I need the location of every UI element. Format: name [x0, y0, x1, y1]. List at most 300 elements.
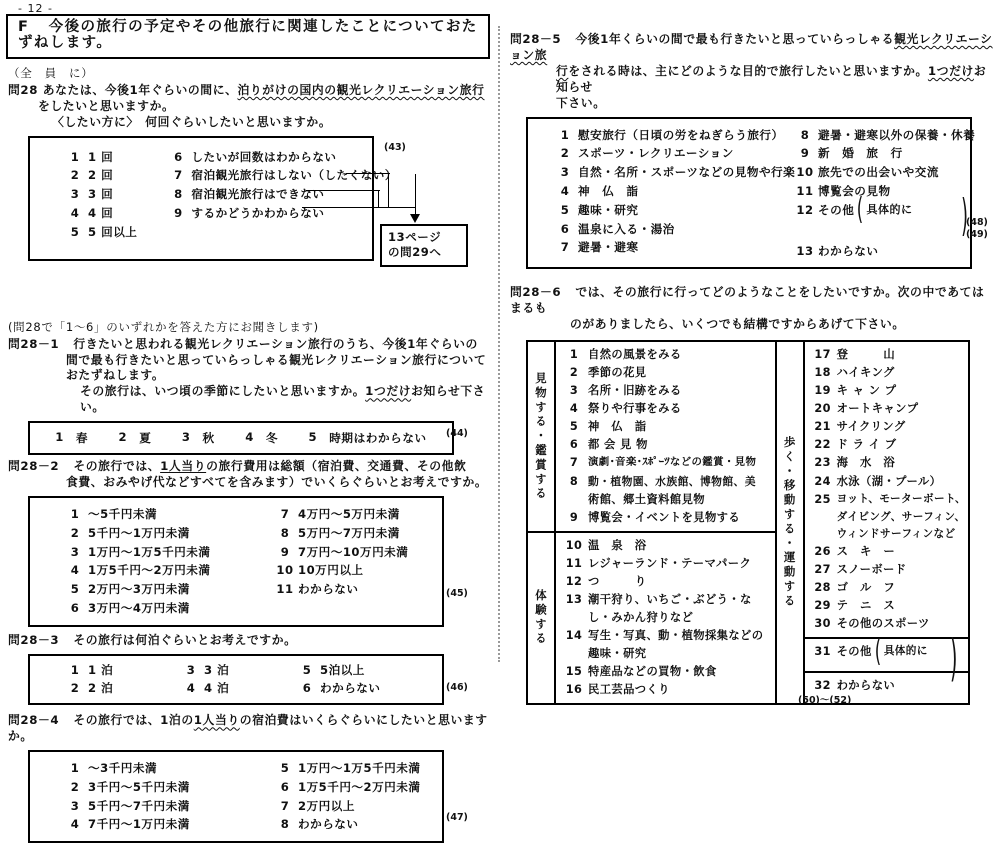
option-number: 30	[814, 616, 831, 630]
q28-2-number: 問28－2	[8, 459, 60, 474]
q28-4-options-left	[62, 759, 242, 834]
option-label: 写生・写真、動・植物採集などの	[588, 629, 764, 642]
matrix-left-half	[528, 342, 777, 703]
option-label: 潮干狩り、いちご・ぶどう・な	[588, 592, 752, 606]
matrix-row[interactable]	[560, 591, 773, 609]
matrix-row[interactable]	[809, 615, 966, 633]
group-3-items	[805, 342, 968, 639]
matrix-group-3	[777, 342, 968, 703]
q28-4-text-1a: その旅行では、1泊の	[73, 713, 194, 728]
option-number: 9	[800, 146, 810, 161]
option-label: 自然の風景をみる	[588, 348, 682, 362]
option-row[interactable]	[165, 148, 397, 167]
q28-1-code: (44)	[446, 428, 468, 440]
matrix-row[interactable]	[809, 382, 966, 400]
option-label: 動・植物園、水族館、博物館、美	[588, 474, 756, 488]
right-column	[508, 30, 996, 705]
option-number: 2	[70, 681, 80, 696]
option-number: 5	[70, 582, 80, 597]
matrix-row[interactable]	[560, 537, 773, 555]
q28-2-text-1a: その旅行では、	[73, 459, 161, 474]
option-number: 2	[560, 146, 570, 161]
option-number: 11	[796, 183, 814, 198]
option-label: 名所・旧跡をみる	[588, 384, 682, 398]
q28-5-text-3: 下さい。	[556, 95, 606, 110]
goto-line-1: 13ページ	[388, 229, 442, 244]
option-label: わからない	[298, 582, 359, 597]
option-row[interactable]	[552, 144, 792, 163]
matrix-row[interactable]	[560, 573, 773, 591]
q28-5-code-1: (48)	[966, 216, 988, 228]
q28-3-options-c3	[294, 661, 380, 699]
option-row[interactable]	[62, 185, 137, 204]
q28-3-options-c2	[178, 661, 294, 699]
option-number: 7	[280, 798, 290, 813]
option-row[interactable]	[62, 166, 137, 185]
matrix-row-cont	[560, 645, 773, 663]
option-number: 14	[565, 629, 583, 642]
specify-open-paren: (	[857, 191, 864, 227]
option-number: 5	[308, 430, 318, 445]
flow-line-9	[302, 207, 380, 208]
flow-line-vert-b	[378, 190, 379, 207]
option-label: 7千円～1万円未満	[88, 817, 190, 832]
q28-6-code: (50)～(52)	[798, 695, 852, 707]
option-row[interactable]	[552, 201, 792, 220]
matrix-row[interactable]	[560, 382, 773, 400]
q28-4-number: 問28－4	[8, 713, 60, 728]
flow-line-merge	[378, 207, 416, 208]
option-row[interactable]	[62, 148, 137, 167]
q28-2-text-uline: 1人当り	[160, 459, 207, 474]
option-label: 民工芸品つくり	[588, 683, 670, 697]
option-row[interactable]	[55, 430, 88, 446]
q28-2-text-1b: の旅行費用は総額（宿泊費、交通費、その他飲	[206, 459, 467, 474]
option-label: 春	[75, 431, 89, 446]
q28-5-text-2a: をされる時は、主にどのような目的で旅行したいと思いますか。	[568, 63, 928, 78]
specify-write-in[interactable]	[792, 225, 975, 242]
option-number: 12	[796, 202, 814, 217]
option-number: 5	[569, 420, 579, 434]
option-row[interactable]	[294, 679, 380, 698]
option-label: 4万円～5万円未満	[298, 507, 400, 522]
option-number: 12	[565, 574, 583, 588]
q28-5-text-1a: 今後1年くらいの間で最も行きたいと思っていらっしゃる	[575, 32, 895, 46]
option-row[interactable]	[165, 185, 397, 204]
option-label: 1万5千円～2万円未満	[298, 779, 421, 794]
column-divider	[498, 26, 500, 662]
option-label: 1万5千円～2万円未満	[88, 563, 211, 578]
option-row[interactable]	[272, 561, 408, 580]
option-number: 1	[70, 662, 80, 677]
option-label: 神 仏 詣	[578, 183, 639, 198]
option-label: スノーボード	[836, 562, 907, 576]
option-number: 15	[565, 665, 583, 679]
option-row[interactable]	[62, 599, 242, 618]
q28-5-code-2: (49)	[966, 228, 988, 240]
matrix-row[interactable]	[809, 491, 966, 509]
option-row[interactable]	[272, 505, 408, 524]
q28-5-answer-box[interactable]	[526, 117, 976, 270]
option-label: 1 泊	[88, 662, 114, 677]
q28-3-number: 問28－3	[8, 632, 60, 647]
option-number: 8	[280, 817, 290, 832]
option-number: 5	[280, 761, 290, 776]
option-number: 20	[814, 402, 831, 416]
option-row[interactable]	[552, 220, 792, 239]
q28-3-text: その旅行は何泊ぐらいとお考えですか。	[73, 632, 297, 647]
flow-line-7	[346, 173, 390, 174]
q28-6-stem	[510, 285, 996, 333]
option-row[interactable]	[309, 430, 427, 446]
matrix-row[interactable]	[809, 473, 966, 491]
option-number: 6	[569, 438, 579, 452]
flow-line-8	[306, 190, 380, 191]
q28-6-number: 問28－6	[510, 285, 562, 300]
option-number: 5	[560, 202, 570, 217]
q28-goto-box[interactable]	[380, 224, 468, 267]
option-number: 2	[569, 366, 579, 380]
option-label: 5万円～7万円未満	[298, 525, 400, 540]
option-number: 4	[70, 817, 80, 832]
option-row[interactable]	[62, 815, 242, 834]
option-label: するかどうかわからない	[191, 205, 325, 220]
option-number: 6	[280, 779, 290, 794]
option-label: 時期はわからない	[329, 431, 427, 446]
matrix-row[interactable]	[809, 400, 966, 418]
flow-line-vert-a	[388, 173, 389, 207]
option-label: 1万円～1万5千円未満	[88, 544, 211, 559]
option-label: その他	[836, 644, 872, 658]
q28-2-answer-box[interactable]	[28, 496, 444, 627]
option-label: サイクリング	[836, 420, 906, 434]
option-number: 1	[55, 430, 64, 445]
option-number: 31	[814, 644, 831, 658]
option-number: 13	[796, 243, 814, 258]
q28-audience: （全 員 に）	[8, 65, 94, 80]
option-label: 特産品などの買物・飲食	[588, 665, 717, 679]
matrix-row[interactable]	[560, 346, 773, 364]
option-label: 5千円～1万円未満	[88, 525, 190, 540]
option-number: 2	[70, 779, 80, 794]
option-label: 季節の花見	[588, 366, 647, 380]
option-label: 登 山	[836, 348, 896, 362]
option-number: 6	[70, 601, 80, 615]
option-label: わからない	[818, 243, 879, 258]
option-row[interactable]	[119, 430, 152, 446]
option-label: 演劇･音楽･ｽﾎﾟｰﾂなどの鑑賞・見物	[588, 456, 757, 469]
q28-3-options-c1	[62, 661, 178, 699]
option-label: 避暑・避寒以外の保養・休養	[818, 127, 976, 142]
option-number: 4	[186, 681, 196, 696]
option-number: 3	[560, 165, 570, 180]
option-number: 13	[565, 592, 583, 606]
matrix-row[interactable]	[560, 627, 773, 645]
option-number: 3	[70, 544, 80, 559]
option-row[interactable]	[62, 561, 242, 580]
option-number: 32	[814, 678, 831, 692]
option-label: 新 婚 旅 行	[818, 146, 903, 161]
option-number: 1	[569, 348, 579, 362]
option-label: 温 泉 浴	[588, 538, 647, 552]
matrix-row[interactable]	[809, 454, 966, 472]
matrix-right-half	[777, 342, 968, 703]
option-label: ヨット、モーターボート、	[836, 492, 966, 505]
q28-6-matrix[interactable]	[526, 340, 970, 705]
option-number: 24	[814, 474, 831, 488]
option-row[interactable]	[178, 679, 294, 698]
option-label: 神 仏 詣	[588, 420, 647, 434]
option-label: 水泳（湖・プール）	[836, 474, 942, 488]
option-label: オートキャンプ	[836, 402, 919, 416]
option-label: 温泉に入る・湯治	[578, 221, 675, 236]
option-label: ～5千円未満	[88, 507, 158, 522]
option-label: 都 会 見 物	[588, 438, 648, 452]
q28-1-filter: (問28で「1～6」のいずれかを答えた方にお聞きします)	[8, 319, 319, 334]
option-label: 10万円以上	[298, 563, 364, 578]
option-number: 9	[569, 510, 579, 524]
option-number: 26	[814, 544, 831, 558]
option-label: 2 泊	[88, 681, 114, 696]
section-banner	[6, 14, 490, 59]
option-number: 22	[814, 438, 831, 452]
option-row[interactable]	[792, 126, 975, 145]
option-number: 8	[174, 187, 183, 202]
matrix-row[interactable]	[560, 364, 773, 382]
option-number: 2	[70, 168, 80, 183]
option-label: 自然・名所・スポーツなどの見物や行楽	[578, 165, 796, 180]
q28-3-stem	[8, 633, 490, 649]
option-label: 旅先での出会いや交流	[818, 165, 939, 180]
option-number: 18	[814, 366, 831, 380]
option-number: 6	[174, 149, 183, 164]
option-number: 8	[569, 474, 579, 488]
option-label: つ り	[588, 574, 647, 588]
q28-5-options-right	[792, 126, 975, 261]
matrix-row[interactable]	[560, 436, 773, 454]
option-label: その他のスポーツ	[836, 616, 930, 630]
option-number: 6	[560, 221, 570, 236]
matrix-row[interactable]	[560, 418, 773, 436]
option-row[interactable]	[272, 778, 420, 797]
q28-text-1: あなたは、今後1年ぐらいの間に、	[42, 82, 238, 97]
option-label: 7万円～10万円未満	[298, 544, 409, 559]
option-row[interactable]	[792, 242, 975, 261]
matrix-row[interactable]	[560, 663, 773, 681]
option-label: キ ャ ン プ	[836, 384, 897, 398]
matrix-row[interactable]	[560, 400, 773, 418]
option-row[interactable]	[62, 505, 242, 524]
matrix-row[interactable]	[809, 633, 966, 669]
option-number: 7	[569, 456, 579, 470]
group-3-label: 歩く・移動する・運動する	[777, 342, 805, 703]
option-row[interactable]	[165, 166, 397, 185]
matrix-row[interactable]	[560, 509, 773, 527]
matrix-row[interactable]	[809, 543, 966, 561]
q28-number: 問28	[8, 82, 39, 97]
option-label: 3万円～4万円未満	[88, 601, 190, 615]
option-label: ゴ ル フ	[836, 580, 896, 594]
option-number: 2	[118, 430, 128, 445]
option-number: 19	[814, 384, 831, 398]
option-number: 23	[814, 456, 831, 470]
option-row[interactable]	[62, 679, 178, 698]
option-label: 秋	[202, 431, 215, 446]
matrix-row-cont	[809, 526, 966, 543]
option-label: 2 回	[88, 168, 114, 183]
matrix-row[interactable]	[560, 473, 773, 491]
option-label: 3千円～5千円未満	[88, 779, 190, 794]
q28-4-code: (47)	[446, 812, 468, 824]
q28-2-options-left	[62, 505, 242, 618]
option-row[interactable]	[182, 430, 215, 446]
matrix-group-2	[528, 533, 775, 704]
matrix-row[interactable]	[560, 555, 773, 573]
q28-4-answer-box[interactable]	[28, 750, 444, 843]
option-row[interactable]	[62, 204, 137, 223]
q28-stem	[8, 83, 490, 131]
matrix-row[interactable]	[809, 364, 966, 382]
option-number: 9	[280, 544, 290, 559]
matrix-row[interactable]	[809, 346, 966, 364]
option-row[interactable]	[552, 182, 792, 201]
option-row[interactable]	[245, 430, 278, 446]
matrix-row[interactable]	[809, 418, 966, 436]
option-row[interactable]	[792, 191, 975, 227]
q28-1-text-1: 行きたいと思われる観光レクリエーション旅行のうち、今後1年ぐらいの	[73, 336, 478, 351]
option-row[interactable]	[62, 223, 137, 242]
option-label: 2万円以上	[298, 798, 355, 813]
q28-6-text-1: では、その旅行に行ってどのようなことをしたいですか。次の中であてはまるも	[510, 285, 985, 316]
option-label: 博覧会・イベントを見物する	[588, 510, 741, 524]
option-row[interactable]	[62, 797, 242, 816]
option-number: 4	[70, 205, 80, 220]
q28-2-stem	[8, 459, 490, 491]
matrix-group-1	[528, 342, 775, 533]
q28-5-text-wavy-2: 行	[556, 63, 569, 78]
section-letter: F	[18, 19, 30, 35]
option-label: 避暑・避寒	[578, 240, 639, 255]
option-row[interactable]	[272, 797, 420, 816]
option-row[interactable]	[272, 759, 420, 778]
section-title: 今後の旅行の予定やその他旅行に関連したことについておたずねします。	[18, 19, 478, 51]
option-row[interactable]	[272, 524, 408, 543]
option-row[interactable]	[62, 661, 178, 680]
matrix-row-cont	[560, 491, 773, 509]
matrix-row[interactable]	[560, 454, 773, 472]
option-label: 宿泊観光旅行はできない	[191, 187, 325, 202]
q28-5-text-wavy-3: 1つだけ	[927, 63, 974, 78]
q28-text-wavy: 泊りがけの国内の観光レクリエーション旅行	[237, 82, 485, 97]
option-row[interactable]	[62, 778, 242, 797]
option-row[interactable]	[62, 759, 242, 778]
option-number: 25	[814, 492, 831, 506]
option-row[interactable]	[178, 661, 294, 680]
q28-1-answer-box[interactable]	[28, 421, 454, 455]
q28-4-text-wavy: 1人当り	[193, 713, 240, 728]
q28-3-answer-box[interactable]	[28, 654, 444, 706]
option-row[interactable]	[272, 815, 420, 834]
group-3-column	[805, 342, 968, 703]
option-number: 4	[70, 563, 80, 578]
option-label: 5泊以上	[320, 662, 365, 677]
q28-1-text-3: おたずねします。	[66, 368, 165, 383]
option-label: 5 回以上	[88, 224, 138, 239]
q28-5-stem	[510, 32, 996, 112]
option-row[interactable]	[272, 543, 408, 562]
option-number: 6	[302, 681, 312, 696]
option-label: レジャーランド・テーマパーク	[588, 556, 752, 570]
matrix-row[interactable]	[809, 561, 966, 579]
option-number: 11	[565, 556, 583, 570]
q28-1-stem	[8, 337, 490, 417]
option-number: 3	[70, 798, 80, 813]
q28-1-text-4-line	[80, 384, 490, 416]
option-row[interactable]	[552, 163, 796, 182]
option-number: 4	[245, 430, 254, 445]
matrix-row[interactable]	[560, 681, 773, 699]
option-row[interactable]	[62, 524, 242, 543]
q28-2-text-2: 食費、おみやげ代などすべてを含みます）でいくらぐらいとお考えですか。	[66, 475, 488, 490]
option-number: 7	[280, 507, 290, 522]
option-row[interactable]	[62, 580, 242, 599]
q28-1-number: 問28－1	[8, 336, 60, 351]
option-row[interactable]	[792, 182, 975, 201]
matrix-row[interactable]	[809, 436, 966, 454]
q28-1-text-4-wavy: 1つだけ	[365, 384, 412, 399]
option-row[interactable]	[272, 580, 408, 599]
matrix-row[interactable]	[809, 579, 966, 597]
option-label-cont: ダイビング、サーフィン、	[836, 510, 966, 523]
specify-label: 具体的に	[866, 202, 913, 216]
matrix-row[interactable]	[809, 597, 966, 615]
option-number: 8	[280, 525, 290, 540]
option-label-cont: 術館、郷土資料館見物	[588, 492, 705, 506]
option-row[interactable]	[792, 144, 975, 163]
group-1-items	[556, 342, 775, 531]
option-row[interactable]	[294, 661, 380, 680]
option-label: 1万円～1万5千円未満	[298, 761, 421, 776]
option-row[interactable]	[62, 543, 242, 562]
option-label-cont: 趣味・研究	[588, 647, 647, 661]
q28-4-stem	[8, 713, 490, 745]
specify-label: 具体的に	[883, 644, 928, 657]
option-label: ～3千円未満	[88, 761, 158, 776]
option-row[interactable]	[792, 163, 975, 182]
option-label: 3 回	[88, 187, 114, 202]
option-number: 2	[70, 525, 80, 540]
option-number: 1	[560, 127, 570, 142]
option-row[interactable]	[552, 238, 792, 257]
q28-5-line-2	[556, 64, 996, 96]
option-number: 3	[186, 662, 196, 677]
option-label: 4 回	[88, 205, 114, 220]
flow-arrow-shaft	[415, 174, 416, 216]
page-number: - 12 -	[18, 2, 53, 15]
group-2-items	[556, 533, 775, 704]
option-number: 3	[70, 187, 80, 202]
q28-5-number: 問28－5	[510, 32, 562, 46]
group-1-label: 見物する・鑑賞する	[528, 342, 556, 531]
q28-6-text-2: のがありましたら、いくつでも結構ですからあげて下さい。	[570, 317, 905, 332]
q28-2-options-right	[272, 505, 408, 618]
option-number: 5	[70, 224, 80, 239]
q28-5-text-wavy-1: 観光レクリエーション旅	[510, 32, 993, 62]
q28-4-text-1b: の宿泊費はいくらぐらいにしたいと思いますか。	[8, 713, 488, 744]
option-number: 4	[569, 402, 579, 416]
option-row[interactable]	[552, 126, 792, 145]
q28-1-text-2: 間で最も行きたいと思っていらっしゃる観光レクリエーション旅行について	[66, 352, 487, 367]
